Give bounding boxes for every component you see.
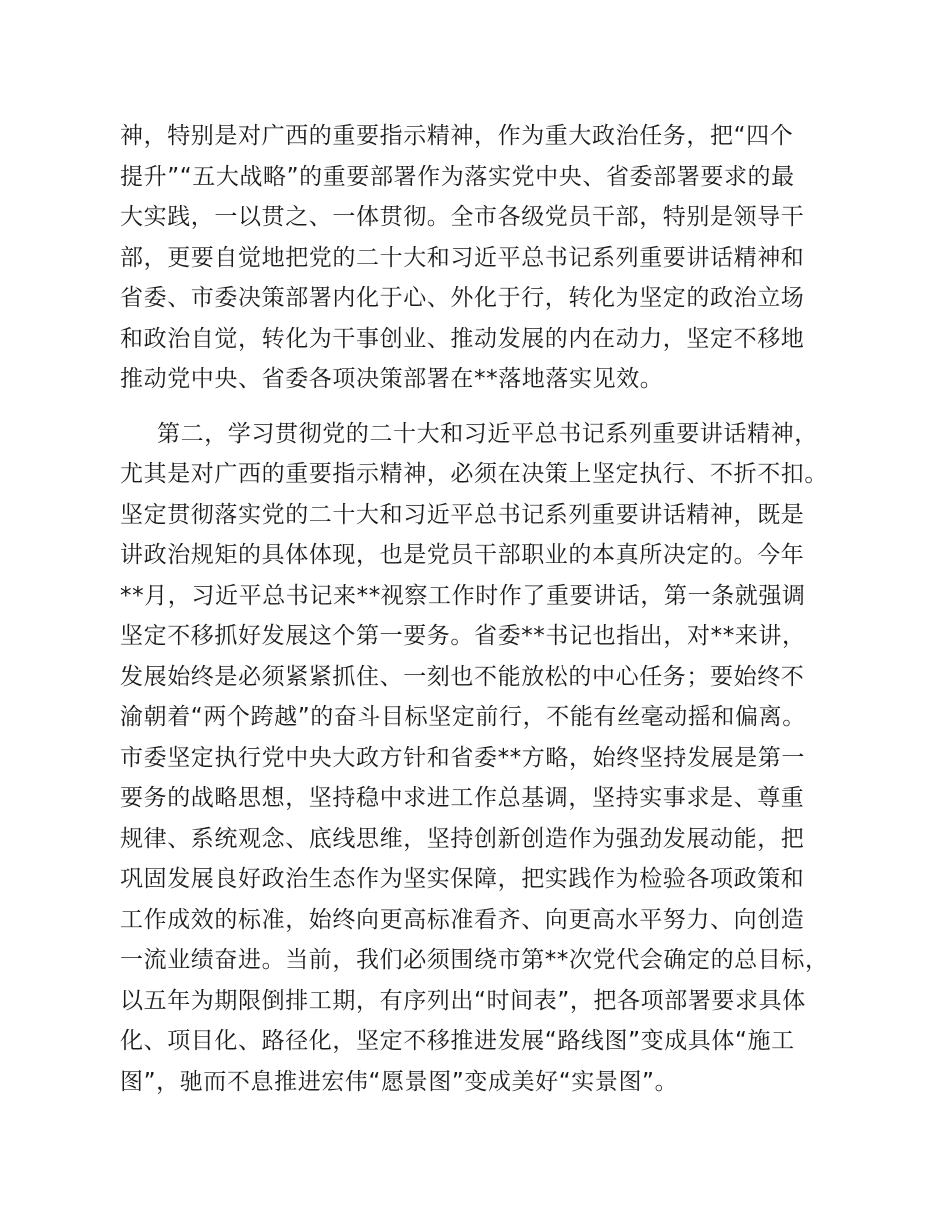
document-body (120, 116, 860, 1102)
paragraph-line: 以五年为期限倒排工期，有序列出“时间表”，把各项部署要求具体 (120, 987, 806, 1014)
paragraph-line: 尤其是对广西的重要指示精神，必须在决策上坚定执行、不折不扣。 (120, 461, 828, 487)
paragraph-line: 巩固发展良好政治生态作为坚实保障，把实践作为检验各项政策和 (120, 866, 805, 892)
paragraph-line: **月，习近平总书记来**视察工作时作了重要讲话，第一条就强调 (120, 582, 806, 609)
paragraph-line: 要务的战略思想，坚持稳中求进工作总基调，坚持实事求是、尊重 (120, 785, 805, 811)
paragraph-line: 讲政治规矩的具体体现，也是党员干部职业的本真所决定的。今年 (120, 542, 805, 568)
paragraph-line: 和政治自觉，转化为干事创业、推动发展的内在动力，坚定不移地 (120, 325, 805, 352)
paragraph-line: 图”，驰而不息推进宏伟“愿景图”变成美好“实景图”。 (120, 1068, 679, 1095)
paragraph-line: 坚定贯彻落实党的二十大和习近平总书记系列重要讲话精神，既是 (120, 501, 805, 528)
paragraph-line: 发展始终是必须紧紧抓住、一刻也不能放松的中心任务；要始终不 (120, 663, 805, 690)
paragraph-line: 市委坚定执行党中央大政方针和省委**方略，始终坚持发展是第一 (120, 744, 805, 771)
paragraph-2 (120, 414, 860, 1103)
paragraph-line: 部，更要自觉地把党的二十大和习近平总书记系列重要讲话精神和 (120, 244, 805, 271)
paragraph-line: 化、项目化、路径化，坚定不移推进发展“路线图”变成具体“施工 (120, 1028, 795, 1054)
paragraph-line: 工作成效的标准，始终向更高标准看齐、向更高水平努力、向创造 (120, 906, 805, 933)
paragraph-1 (120, 116, 860, 400)
paragraph-line: 提升”“五大战略”的重要部署作为落实党中央、省委部署要求的最 (120, 163, 795, 190)
paragraph-line: 一流业绩奋进。当前，我们必须围绕市第**次党代会确定的总目标， (120, 947, 829, 973)
paragraph-line: 神，特别是对广西的重要指示精神，作为重大政治任务，把“四个 (120, 123, 794, 149)
paragraph-line: 规律、系统观念、底线思维，坚持创新创造作为强劲发展动能，把 (120, 825, 805, 852)
paragraph-line: 大实践，一以贯之、一体贯彻。全市各级党员干部，特别是领导干 (120, 204, 805, 230)
paragraph-line: 渝朝着“两个跨越”的奋斗目标坚定前行，不能有丝毫动摇和偏离。 (120, 704, 806, 730)
paragraph-line: 推动党中央、省委各项决策部署在**落地落实见效。 (120, 366, 664, 392)
paragraph-line: 第二，学习贯彻党的二十大和习近平总书记系列重要讲话精神， (157, 420, 818, 447)
paragraph-line: 坚定不移抓好发展这个第一要务。省委**书记也指出，对**来讲， (120, 623, 806, 649)
paragraph-line: 省委、市委决策部署内化于心、外化于行，转化为坚定的政治立场 (120, 285, 805, 311)
